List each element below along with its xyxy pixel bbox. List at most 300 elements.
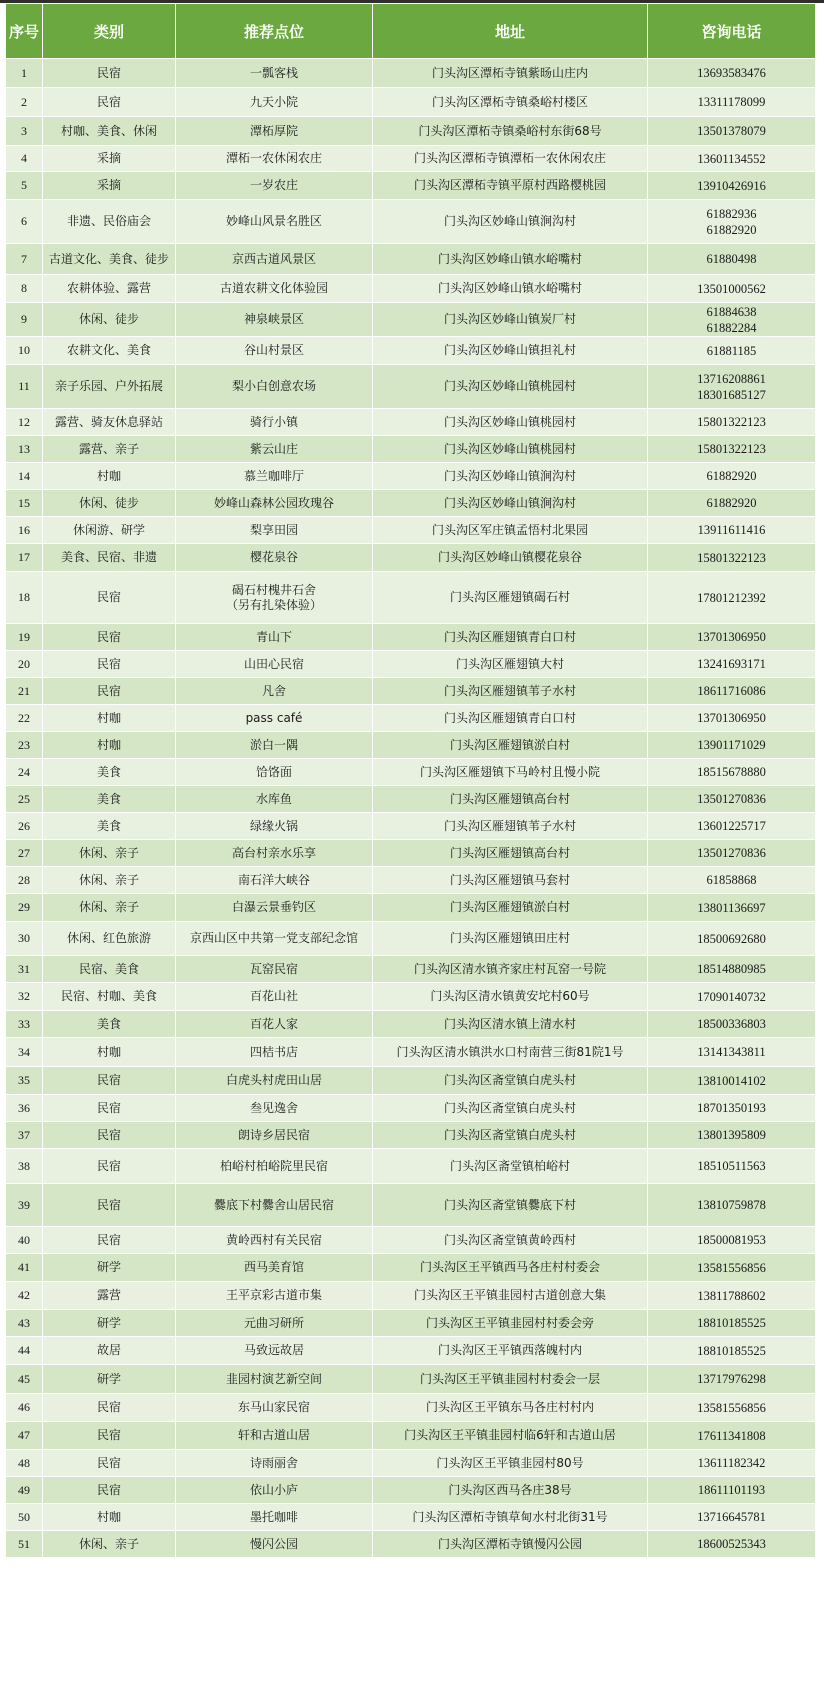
table-row <box>6 732 816 759</box>
cell-address: 门头沟区潭柘寺镇草甸水村北街31号 <box>373 1504 648 1531</box>
table-row <box>6 1310 816 1337</box>
cell-place: 樱花泉谷 <box>176 544 373 572</box>
cell-place: 西马美育馆 <box>176 1254 373 1282</box>
table-row <box>6 303 816 337</box>
cell-phone: 13911611416 <box>648 517 816 544</box>
cell-no: 32 <box>6 983 43 1011</box>
cell-place: 古道农耕文化体验园 <box>176 275 373 303</box>
cell-category: 露营、亲子 <box>43 436 176 463</box>
cell-no: 50 <box>6 1504 43 1531</box>
cell-phone: 18515678880 <box>648 759 816 786</box>
cell-no: 34 <box>6 1038 43 1067</box>
table-row <box>6 813 816 840</box>
cell-category: 研学 <box>43 1365 176 1394</box>
cell-phone <box>648 303 816 337</box>
cell-category: 民宿 <box>43 651 176 678</box>
cell-place: 朗诗乡居民宿 <box>176 1122 373 1149</box>
cell-category: 采摘 <box>43 172 176 200</box>
table-row <box>6 544 816 572</box>
cell-no: 11 <box>6 365 43 409</box>
cell-address: 门头沟区王平镇韭园村临6轩和古道山居 <box>373 1422 648 1450</box>
cell-address: 门头沟区妙峰山镇桃园村 <box>373 436 648 463</box>
cell-address: 门头沟区雁翅镇高台村 <box>373 840 648 867</box>
cell-phone-line: 13716208861 <box>697 371 766 386</box>
cell-address: 门头沟区潭柘寺镇紫旸山庄内 <box>373 59 648 88</box>
cell-category: 休闲、亲子 <box>43 1531 176 1558</box>
cell-place: 京西山区中共第一党支部纪念馆 <box>176 922 373 956</box>
cell-no: 48 <box>6 1450 43 1477</box>
cell-place: 潭柘一农休闲农庄 <box>176 146 373 172</box>
cell-no: 19 <box>6 624 43 651</box>
cell-place: 青山下 <box>176 624 373 651</box>
cell-no: 1 <box>6 59 43 88</box>
cell-phone: 15801322123 <box>648 544 816 572</box>
header-place: 推荐点位 <box>176 4 373 59</box>
cell-phone-line: 18301685127 <box>697 387 766 402</box>
table-row <box>6 572 816 624</box>
cell-place: 柏峪村柏峪院里民宿 <box>176 1149 373 1184</box>
cell-place-line: （另有扎染体验） <box>225 597 322 612</box>
cell-place: 南石洋大峡谷 <box>176 867 373 894</box>
cell-phone: 13901171029 <box>648 732 816 759</box>
cell-phone: 61882920 <box>648 463 816 490</box>
cell-phone: 13601225717 <box>648 813 816 840</box>
cell-phone: 13801395809 <box>648 1122 816 1149</box>
cell-place: 白虎头村虎田山居 <box>176 1067 373 1095</box>
cell-phone: 13693583476 <box>648 59 816 88</box>
cell-place: 京西古道风景区 <box>176 244 373 275</box>
cell-category: 民宿 <box>43 678 176 705</box>
cell-address: 门头沟区西马各庄38号 <box>373 1477 648 1504</box>
cell-category: 民宿 <box>43 1184 176 1227</box>
cell-phone: 18810185525 <box>648 1310 816 1337</box>
cell-place: 慢闪公园 <box>176 1531 373 1558</box>
cell-phone-line: 61884638 <box>706 304 757 319</box>
cell-phone: 13141343811 <box>648 1038 816 1067</box>
table-row <box>6 365 816 409</box>
cell-place: 谷山村景区 <box>176 337 373 365</box>
cell-category: 休闲游、研学 <box>43 517 176 544</box>
cell-place: 饸饹面 <box>176 759 373 786</box>
header-no: 序号 <box>6 4 43 59</box>
table-body <box>6 59 816 1558</box>
cell-category: 亲子乐园、户外拓展 <box>43 365 176 409</box>
cell-place: 梨小白创意农场 <box>176 365 373 409</box>
cell-category: 民宿 <box>43 1095 176 1122</box>
cell-phone: 15801322123 <box>648 436 816 463</box>
cell-address: 门头沟区王平镇韭园村古道创意大集 <box>373 1282 648 1310</box>
cell-no: 5 <box>6 172 43 200</box>
cell-address: 门头沟区雁翅镇淤白村 <box>373 894 648 922</box>
cell-place: 九天小院 <box>176 88 373 117</box>
cell-phone: 18701350193 <box>648 1095 816 1122</box>
cell-place: 轩和古道山居 <box>176 1422 373 1450</box>
cell-address: 门头沟区军庄镇孟悟村北果园 <box>373 517 648 544</box>
cell-place-line: 碣石村槐井石舍 <box>231 582 316 597</box>
cell-no: 20 <box>6 651 43 678</box>
cell-no: 43 <box>6 1310 43 1337</box>
cell-phone: 18611101193 <box>648 1477 816 1504</box>
cell-no: 8 <box>6 275 43 303</box>
cell-no: 24 <box>6 759 43 786</box>
cell-category: 村咖 <box>43 732 176 759</box>
table-row <box>6 678 816 705</box>
cell-no: 13 <box>6 436 43 463</box>
cell-no: 23 <box>6 732 43 759</box>
cell-phone <box>648 365 816 409</box>
table-row <box>6 200 816 244</box>
cell-category: 民宿、村咖、美食 <box>43 983 176 1011</box>
cell-address: 门头沟区斋堂镇白虎头村 <box>373 1067 648 1095</box>
table-row <box>6 705 816 732</box>
cell-no: 25 <box>6 786 43 813</box>
cell-address: 门头沟区雁翅镇高台村 <box>373 786 648 813</box>
table-row <box>6 1095 816 1122</box>
cell-address: 门头沟区妙峰山镇樱花泉谷 <box>373 544 648 572</box>
cell-address: 门头沟区雁翅镇青白口村 <box>373 705 648 732</box>
header-category: 类别 <box>43 4 176 59</box>
cell-address: 门头沟区雁翅镇碣石村 <box>373 572 648 624</box>
cell-category: 民宿 <box>43 624 176 651</box>
cell-no: 7 <box>6 244 43 275</box>
cell-phone: 13717976298 <box>648 1365 816 1394</box>
cell-no: 16 <box>6 517 43 544</box>
cell-category: 民宿 <box>43 1394 176 1422</box>
cell-phone: 13810759878 <box>648 1184 816 1227</box>
table-row <box>6 1504 816 1531</box>
cell-address: 门头沟区雁翅镇大村 <box>373 651 648 678</box>
cell-phone: 13501378079 <box>648 117 816 146</box>
cell-phone: 13811788602 <box>648 1282 816 1310</box>
cell-address: 门头沟区清水镇黄安坨村60号 <box>373 983 648 1011</box>
cell-place: 王平京彩古道市集 <box>176 1282 373 1310</box>
cell-no: 27 <box>6 840 43 867</box>
cell-category: 采摘 <box>43 146 176 172</box>
cell-address: 门头沟区雁翅镇苇子水村 <box>373 678 648 705</box>
table-row <box>6 624 816 651</box>
table-row <box>6 59 816 88</box>
cell-phone: 18810185525 <box>648 1337 816 1365</box>
cell-address: 门头沟区斋堂镇黄岭西村 <box>373 1227 648 1254</box>
table-row <box>6 436 816 463</box>
table-row <box>6 275 816 303</box>
cell-category: 民宿、美食 <box>43 956 176 983</box>
cell-phone: 15801322123 <box>648 409 816 436</box>
cell-address: 门头沟区潭柘寺镇慢闪公园 <box>373 1531 648 1558</box>
cell-no: 29 <box>6 894 43 922</box>
cell-place: 山田心民宿 <box>176 651 373 678</box>
cell-place: 百花人家 <box>176 1011 373 1038</box>
cell-phone: 17801212392 <box>648 572 816 624</box>
cell-phone: 13701306950 <box>648 624 816 651</box>
cell-no: 17 <box>6 544 43 572</box>
cell-no: 47 <box>6 1422 43 1450</box>
cell-address: 门头沟区妙峰山镇水峪嘴村 <box>373 244 648 275</box>
cell-category: 美食 <box>43 759 176 786</box>
cell-phone: 18510511563 <box>648 1149 816 1184</box>
cell-no: 42 <box>6 1282 43 1310</box>
cell-category: 露营 <box>43 1282 176 1310</box>
cell-address: 门头沟区潭柘寺镇潭柘一农休闲农庄 <box>373 146 648 172</box>
cell-no: 26 <box>6 813 43 840</box>
cell-no: 37 <box>6 1122 43 1149</box>
cell-place: 墨托咖啡 <box>176 1504 373 1531</box>
table-row <box>6 1227 816 1254</box>
table-row <box>6 517 816 544</box>
cell-no: 51 <box>6 1531 43 1558</box>
cell-place: 绿缘火锅 <box>176 813 373 840</box>
cell-address: 门头沟区妙峰山镇炭厂村 <box>373 303 648 337</box>
cell-place: 马致远故居 <box>176 1337 373 1365</box>
table-row <box>6 1122 816 1149</box>
cell-category: 休闲、亲子 <box>43 894 176 922</box>
table-row <box>6 172 816 200</box>
cell-no: 33 <box>6 1011 43 1038</box>
cell-category: 民宿 <box>43 1122 176 1149</box>
header-phone: 咨询电话 <box>648 4 816 59</box>
cell-address: 门头沟区潭柘寺镇桑峪村东街68号 <box>373 117 648 146</box>
cell-address: 门头沟区清水镇齐家庄村瓦窑一号院 <box>373 956 648 983</box>
cell-no: 3 <box>6 117 43 146</box>
cell-category: 研学 <box>43 1254 176 1282</box>
cell-no: 44 <box>6 1337 43 1365</box>
cell-address: 门头沟区王平镇韭园村村委会旁 <box>373 1310 648 1337</box>
cell-place: 神泉峡景区 <box>176 303 373 337</box>
table-row <box>6 1450 816 1477</box>
cell-phone: 13311178099 <box>648 88 816 117</box>
cell-place: 潭柘厚院 <box>176 117 373 146</box>
cell-category: 民宿 <box>43 59 176 88</box>
cell-no: 31 <box>6 956 43 983</box>
cell-place: 黄岭西村有关民宿 <box>176 1227 373 1254</box>
cell-place: 淤白一隅 <box>176 732 373 759</box>
cell-address: 门头沟区妙峰山镇涧沟村 <box>373 490 648 517</box>
cell-no: 41 <box>6 1254 43 1282</box>
cell-place: 四桔书店 <box>176 1038 373 1067</box>
recommendation-table <box>5 3 816 1558</box>
header-address: 地址 <box>373 4 648 59</box>
cell-category: 村咖、美食、休闲 <box>43 117 176 146</box>
cell-address: 门头沟区清水镇洪水口村南营三街81院1号 <box>373 1038 648 1067</box>
table-row <box>6 894 816 922</box>
cell-category: 休闲、徒步 <box>43 303 176 337</box>
table-header-row <box>6 4 816 59</box>
cell-category: 非遗、民俗庙会 <box>43 200 176 244</box>
cell-category: 民宿 <box>43 1422 176 1450</box>
cell-place: 一岁农庄 <box>176 172 373 200</box>
cell-address: 门头沟区王平镇韭园村村委会一层 <box>373 1365 648 1394</box>
cell-category: 古道文化、美食、徒步 <box>43 244 176 275</box>
cell-place: 瓦窑民宿 <box>176 956 373 983</box>
cell-no: 4 <box>6 146 43 172</box>
cell-no: 38 <box>6 1149 43 1184</box>
cell-place: 韭园村演艺新空间 <box>176 1365 373 1394</box>
cell-phone: 13501270836 <box>648 786 816 813</box>
table-row <box>6 1067 816 1095</box>
cell-phone: 18514880985 <box>648 956 816 983</box>
cell-phone: 61858868 <box>648 867 816 894</box>
table-row <box>6 1254 816 1282</box>
cell-no: 2 <box>6 88 43 117</box>
table-row <box>6 1477 816 1504</box>
cell-address: 门头沟区斋堂镇白虎头村 <box>373 1095 648 1122</box>
cell-category: 农耕体验、露营 <box>43 275 176 303</box>
cell-category: 民宿 <box>43 572 176 624</box>
cell-no: 40 <box>6 1227 43 1254</box>
table-row <box>6 337 816 365</box>
cell-category: 休闲、亲子 <box>43 867 176 894</box>
cell-address: 门头沟区潭柘寺镇平原村西路樱桃园 <box>373 172 648 200</box>
table-row <box>6 463 816 490</box>
cell-category: 露营、骑友休息驿站 <box>43 409 176 436</box>
table-row <box>6 1531 816 1558</box>
cell-phone: 13501000562 <box>648 275 816 303</box>
table-row <box>6 759 816 786</box>
cell-category: 民宿 <box>43 88 176 117</box>
table-row <box>6 867 816 894</box>
table-row <box>6 922 816 956</box>
cell-category: 美食 <box>43 1011 176 1038</box>
cell-no: 49 <box>6 1477 43 1504</box>
table-row <box>6 1282 816 1310</box>
table-row <box>6 786 816 813</box>
table-row <box>6 840 816 867</box>
cell-address: 门头沟区雁翅镇下马岭村且慢小院 <box>373 759 648 786</box>
cell-category: 研学 <box>43 1310 176 1337</box>
cell-phone: 17090140732 <box>648 983 816 1011</box>
cell-address: 门头沟区妙峰山镇担礼村 <box>373 337 648 365</box>
cell-category: 民宿 <box>43 1227 176 1254</box>
cell-address: 门头沟区妙峰山镇涧沟村 <box>373 463 648 490</box>
cell-no: 15 <box>6 490 43 517</box>
table-row <box>6 1365 816 1394</box>
cell-phone: 13241693171 <box>648 651 816 678</box>
cell-place: 白瀑云景垂钓区 <box>176 894 373 922</box>
cell-phone-line: 61882936 <box>706 206 757 221</box>
cell-place: 元曲习研所 <box>176 1310 373 1337</box>
cell-no: 36 <box>6 1095 43 1122</box>
table-row <box>6 117 816 146</box>
table-row <box>6 1394 816 1422</box>
cell-phone: 13701306950 <box>648 705 816 732</box>
cell-phone: 13810014102 <box>648 1067 816 1095</box>
cell-category: 民宿 <box>43 1149 176 1184</box>
cell-address: 门头沟区雁翅镇马套村 <box>373 867 648 894</box>
cell-address: 门头沟区雁翅镇青白口村 <box>373 624 648 651</box>
cell-no: 45 <box>6 1365 43 1394</box>
cell-place: 紫云山庄 <box>176 436 373 463</box>
cell-place: 叁见逸舍 <box>176 1095 373 1122</box>
cell-no: 35 <box>6 1067 43 1095</box>
cell-category: 村咖 <box>43 463 176 490</box>
cell-no: 14 <box>6 463 43 490</box>
cell-address: 门头沟区妙峰山镇涧沟村 <box>373 200 648 244</box>
cell-phone: 18500336803 <box>648 1011 816 1038</box>
cell-place: 水库鱼 <box>176 786 373 813</box>
cell-phone: 13501270836 <box>648 840 816 867</box>
cell-address: 门头沟区雁翅镇田庄村 <box>373 922 648 956</box>
table-row <box>6 1422 816 1450</box>
cell-place: 妙峰山风景名胜区 <box>176 200 373 244</box>
cell-no: 46 <box>6 1394 43 1422</box>
cell-phone-line: 61882284 <box>706 320 757 335</box>
cell-phone: 18500081953 <box>648 1227 816 1254</box>
cell-phone: 18500692680 <box>648 922 816 956</box>
cell-category: 民宿 <box>43 1477 176 1504</box>
cell-place: 凡舍 <box>176 678 373 705</box>
cell-place: 妙峰山森林公园玫瑰谷 <box>176 490 373 517</box>
table-row <box>6 1149 816 1184</box>
cell-address: 门头沟区妙峰山镇桃园村 <box>373 365 648 409</box>
cell-place: pass café <box>176 705 373 732</box>
cell-place: 依山小庐 <box>176 1477 373 1504</box>
cell-no: 21 <box>6 678 43 705</box>
cell-no: 18 <box>6 572 43 624</box>
cell-category: 休闲、红色旅游 <box>43 922 176 956</box>
cell-phone: 18611716086 <box>648 678 816 705</box>
cell-category: 美食 <box>43 813 176 840</box>
cell-place: 梨享田园 <box>176 517 373 544</box>
cell-category: 民宿 <box>43 1450 176 1477</box>
cell-category: 民宿 <box>43 1067 176 1095</box>
cell-no: 6 <box>6 200 43 244</box>
table-row <box>6 88 816 117</box>
cell-phone <box>648 200 816 244</box>
cell-phone: 18600525343 <box>648 1531 816 1558</box>
cell-category: 美食 <box>43 786 176 813</box>
cell-phone: 13801136697 <box>648 894 816 922</box>
cell-phone: 17611341808 <box>648 1422 816 1450</box>
cell-phone: 13910426916 <box>648 172 816 200</box>
cell-phone: 13611182342 <box>648 1450 816 1477</box>
cell-address: 门头沟区雁翅镇苇子水村 <box>373 813 648 840</box>
table-row <box>6 1011 816 1038</box>
cell-no: 30 <box>6 922 43 956</box>
cell-address: 门头沟区王平镇东马各庄村村内 <box>373 1394 648 1422</box>
table-row <box>6 1038 816 1067</box>
cell-address: 门头沟区王平镇西落魄村内 <box>373 1337 648 1365</box>
cell-category: 休闲、徒步 <box>43 490 176 517</box>
cell-no: 12 <box>6 409 43 436</box>
cell-category: 村咖 <box>43 1038 176 1067</box>
table-row <box>6 1337 816 1365</box>
cell-place: 慕兰咖啡厅 <box>176 463 373 490</box>
table-row <box>6 651 816 678</box>
table-row <box>6 956 816 983</box>
cell-phone: 61881185 <box>648 337 816 365</box>
cell-place: 高台村亲水乐享 <box>176 840 373 867</box>
cell-phone: 13581556856 <box>648 1254 816 1282</box>
table-row <box>6 1184 816 1227</box>
cell-address: 门头沟区斋堂镇白虎头村 <box>373 1122 648 1149</box>
cell-no: 39 <box>6 1184 43 1227</box>
cell-category: 美食、民宿、非遗 <box>43 544 176 572</box>
cell-address: 门头沟区妙峰山镇水峪嘴村 <box>373 275 648 303</box>
cell-no: 9 <box>6 303 43 337</box>
cell-address: 门头沟区王平镇韭园村80号 <box>373 1450 648 1477</box>
cell-no: 10 <box>6 337 43 365</box>
cell-address: 门头沟区王平镇西马各庄村村委会 <box>373 1254 648 1282</box>
cell-address: 门头沟区斋堂镇爨底下村 <box>373 1184 648 1227</box>
table-row <box>6 146 816 172</box>
table-row <box>6 244 816 275</box>
cell-place <box>176 572 373 624</box>
cell-category: 休闲、亲子 <box>43 840 176 867</box>
cell-address: 门头沟区妙峰山镇桃园村 <box>373 409 648 436</box>
cell-phone: 13716645781 <box>648 1504 816 1531</box>
cell-phone: 13581556856 <box>648 1394 816 1422</box>
cell-address: 门头沟区潭柘寺镇桑峪村楼区 <box>373 88 648 117</box>
